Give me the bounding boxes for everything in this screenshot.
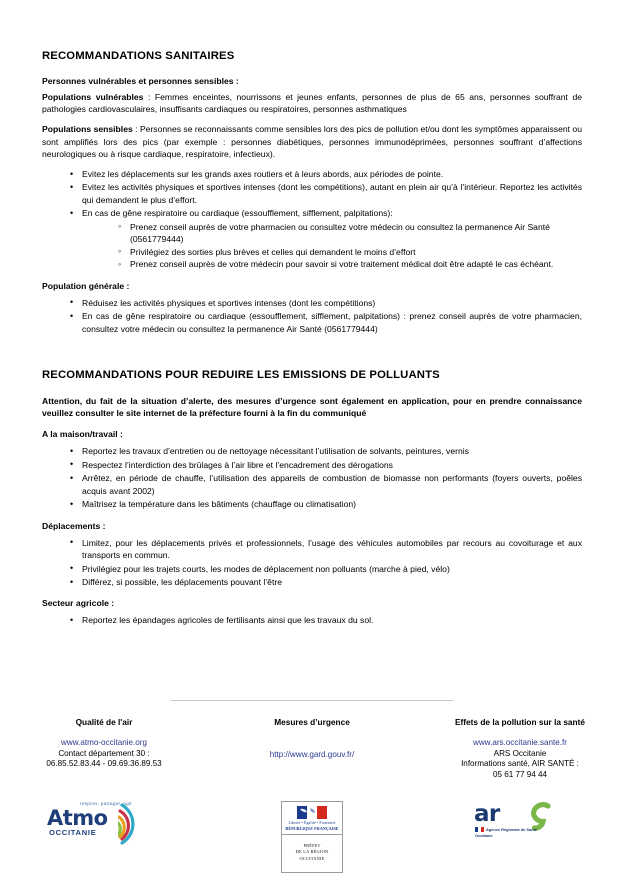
- atmo-wordmark: Atmo: [47, 805, 108, 830]
- ars-wordmark: ar: [474, 800, 500, 827]
- logo-slot-prefet: [208, 801, 416, 873]
- subheading-secteur-agricole: Secteur agricole :: [42, 598, 115, 609]
- paragraph-populations-sensibles: [42, 123, 582, 160]
- ars-occitanie-logo: [472, 801, 568, 845]
- ars-region-line: Occitanie: [475, 833, 493, 839]
- paragraph-populations-vulnerables: [42, 91, 582, 115]
- list-recommandations-sensibles: [42, 168, 582, 271]
- subheading-maison-travail: A la maison/travail :: [42, 429, 123, 440]
- republique-francaise-label: RÉPUBLIQUE FRANÇAISE: [285, 825, 339, 831]
- french-flag-icon: [297, 806, 327, 819]
- footer-column-mesures-urgence: [208, 717, 416, 781]
- marianne-block: [282, 802, 342, 835]
- footer-column-effets-sante: [416, 717, 624, 781]
- footer-line: Contact département 30 :: [58, 748, 150, 758]
- list-item: • Reportez les épandages agricoles de fertilisants ainsi que les travaux du sol.: [70, 614, 582, 626]
- ars-agency-text: Agence Régionale de Santé: [486, 826, 538, 832]
- atmo-region-label: OCCITANIE: [49, 827, 97, 837]
- list-item: [70, 207, 582, 270]
- prefet-region-block: [282, 835, 342, 872]
- list-item: • Réduisez les activités physiques et sportives intenses (dont les compétitions): [70, 297, 582, 309]
- ars-subtitle: [475, 827, 537, 838]
- list-maison-travail: [42, 445, 582, 510]
- logo-slot-atmo: [0, 801, 208, 849]
- list-item-label: En cas de gêne respiratoire ou cardiaque (essoufflement, sifflement, palpitations):: [82, 208, 393, 219]
- footer-line: 06.85.52.83.44 - 09.69.36.89.53: [46, 759, 162, 769]
- atmo-occitanie-logo: [46, 801, 162, 849]
- document-footer: [0, 700, 624, 873]
- list-secteur-agricole: [42, 614, 582, 626]
- list-item: • Maîtrisez la température dans les bâtiments (chauffage ou climatisation): [70, 498, 582, 510]
- label-populations-sensibles: Populations sensibles: [42, 124, 133, 135]
- footer-column-qualite-air: [0, 717, 208, 781]
- french-flag-icon: [475, 827, 484, 832]
- prefet-line-1: PRÉFET: [303, 842, 321, 848]
- sublist-gene-respiratoire: [82, 221, 582, 271]
- footer-divider: [171, 700, 453, 701]
- ars-agency-line: [475, 827, 537, 832]
- prefet-line-2: DE LA RÉGION: [295, 849, 329, 855]
- subheading-deplacements: Déplacements :: [42, 520, 106, 531]
- list-item: • Différez, si possible, les déplacements pouvant l’être: [70, 576, 582, 588]
- list-item: • Reportez les travaux d’entretien ou de nettoyage nécessitant l’utilisation de solvants, peintures, vernis: [70, 445, 582, 457]
- atmo-tagline: respirer, partager, agir: [80, 800, 133, 806]
- label-populations-vulnerables: Populations vulnérables: [42, 92, 144, 102]
- footer-column-title: Effets de la pollution sur la santé: [454, 717, 585, 727]
- list-population-generale: [42, 297, 582, 335]
- footer-line: ARS Occitanie: [493, 748, 547, 758]
- subheading-population-generale: Population générale :: [42, 280, 130, 291]
- text-populations-vulnerables: : Femmes enceintes, nourrissons et jeunes enfants, personnes de plus de 65 ans, personnes souffrant de pathologies cardiovasculaires, insuffisants cardiaques ou respiratoires, personnes asthmatiques: [42, 92, 583, 115]
- list-item: • Evitez les déplacements sur les grands axes routiers et à leurs abords, aux périodes de pointe.: [70, 168, 582, 180]
- footer-contact-columns: [0, 717, 624, 781]
- sublist-item: ◦ Privilégiez des sorties plus brèves et celles qui demandent le moins d’effort: [118, 246, 582, 258]
- prefet-line-3: OCCITANIE: [299, 855, 325, 861]
- section-title-emissions: RECOMMANDATIONS POUR REDUIRE LES EMISSIONS DE POLLUANTS: [42, 369, 440, 381]
- list-item: • Respectez l’interdiction des brûlages à l’air libre et l’encadrement des dérogations: [70, 459, 582, 471]
- link-ars-occitanie[interactable]: www.ars.occitanie.sante.fr: [472, 738, 567, 747]
- paragraph-attention: Attention, du fait de la situation d’alerte, des mesures d’urgence sont également en application, pour en prendre connaissance veuillez consulter le site internet de la préfecture fourni à la fin du communiqué: [42, 396, 582, 419]
- text-populations-sensibles: : Personnes se reconnaissants comme sensibles lors des pics de pollution et/ou dont les symptômes apparaissent ou sont amplifiés lors des pics (par exemple : personnes diabétiques, personnes immunodéprimées, personnes souffrant d’affections neurologiques ou à risque cardiaque, respiratoire, infectieux).: [42, 124, 582, 159]
- logo-slot-ars: [416, 801, 624, 845]
- link-atmo-occitanie[interactable]: www.atmo-occitanie.org: [61, 738, 147, 747]
- link-gard-gouv[interactable]: http://www.gard.gouv.fr/: [269, 750, 355, 759]
- sublist-item: ◦ Prenez conseil auprès de votre pharmacien ou consultez votre médecin ou consultez la permanence Air Santé (0561779444): [118, 221, 582, 246]
- footer-line: Informations santé, AIR SANTÉ :: [461, 759, 579, 769]
- devise-republique: Liberté • Égalité • Fraternité: [288, 820, 336, 825]
- section-title-sanitaires: RECOMMANDATIONS SANITAIRES: [42, 50, 235, 62]
- prefet-occitanie-logo: [281, 801, 343, 873]
- footer-column-title: Qualité de l'air: [75, 717, 133, 727]
- list-item: • En cas de gêne respiratoire ou cardiaque (essoufflement, sifflement, palpitations) : prenez conseil auprès de votre pharmacien, consultez votre médecin ou consultez la permanence Air Santé (0561779444): [70, 310, 582, 335]
- list-item: • Arrêtez, en période de chauffe, l’utilisation des appareils de combustion de biomasse non performants (foyers ouverts, poêles acquis avant 2002): [70, 472, 582, 497]
- sublist-item: ◦ Prenez conseil auprès de votre médecin pour savoir si votre traitement médical doit être adapté le cas échéant.: [118, 258, 582, 270]
- list-item: • Evitez les activités physiques et sportives intenses (dont les compétitions), autant en plein air qu’à l’intérieur. Reportez les activités qui demandent le plus d’effort.: [70, 181, 582, 206]
- list-deplacements: [42, 537, 582, 589]
- footer-column-title: Mesures d’urgence: [274, 717, 350, 727]
- list-item: • Privilégiez pour les trajets courts, les modes de déplacement non polluants (marche à pied, vélo): [70, 563, 582, 575]
- lead-label-vulnerables-sensibles: Personnes vulnérables et personnes sensibles :: [42, 76, 239, 86]
- footer-logos: [0, 801, 624, 873]
- footer-line: 05 61 77 94 44: [492, 770, 547, 780]
- list-item: • Limitez, pour les déplacements privés et professionnels, l’usage des véhicules automobiles par recours au covoiturage et aux transports en commun.: [70, 537, 582, 562]
- atmo-arcs-icon: [118, 802, 160, 846]
